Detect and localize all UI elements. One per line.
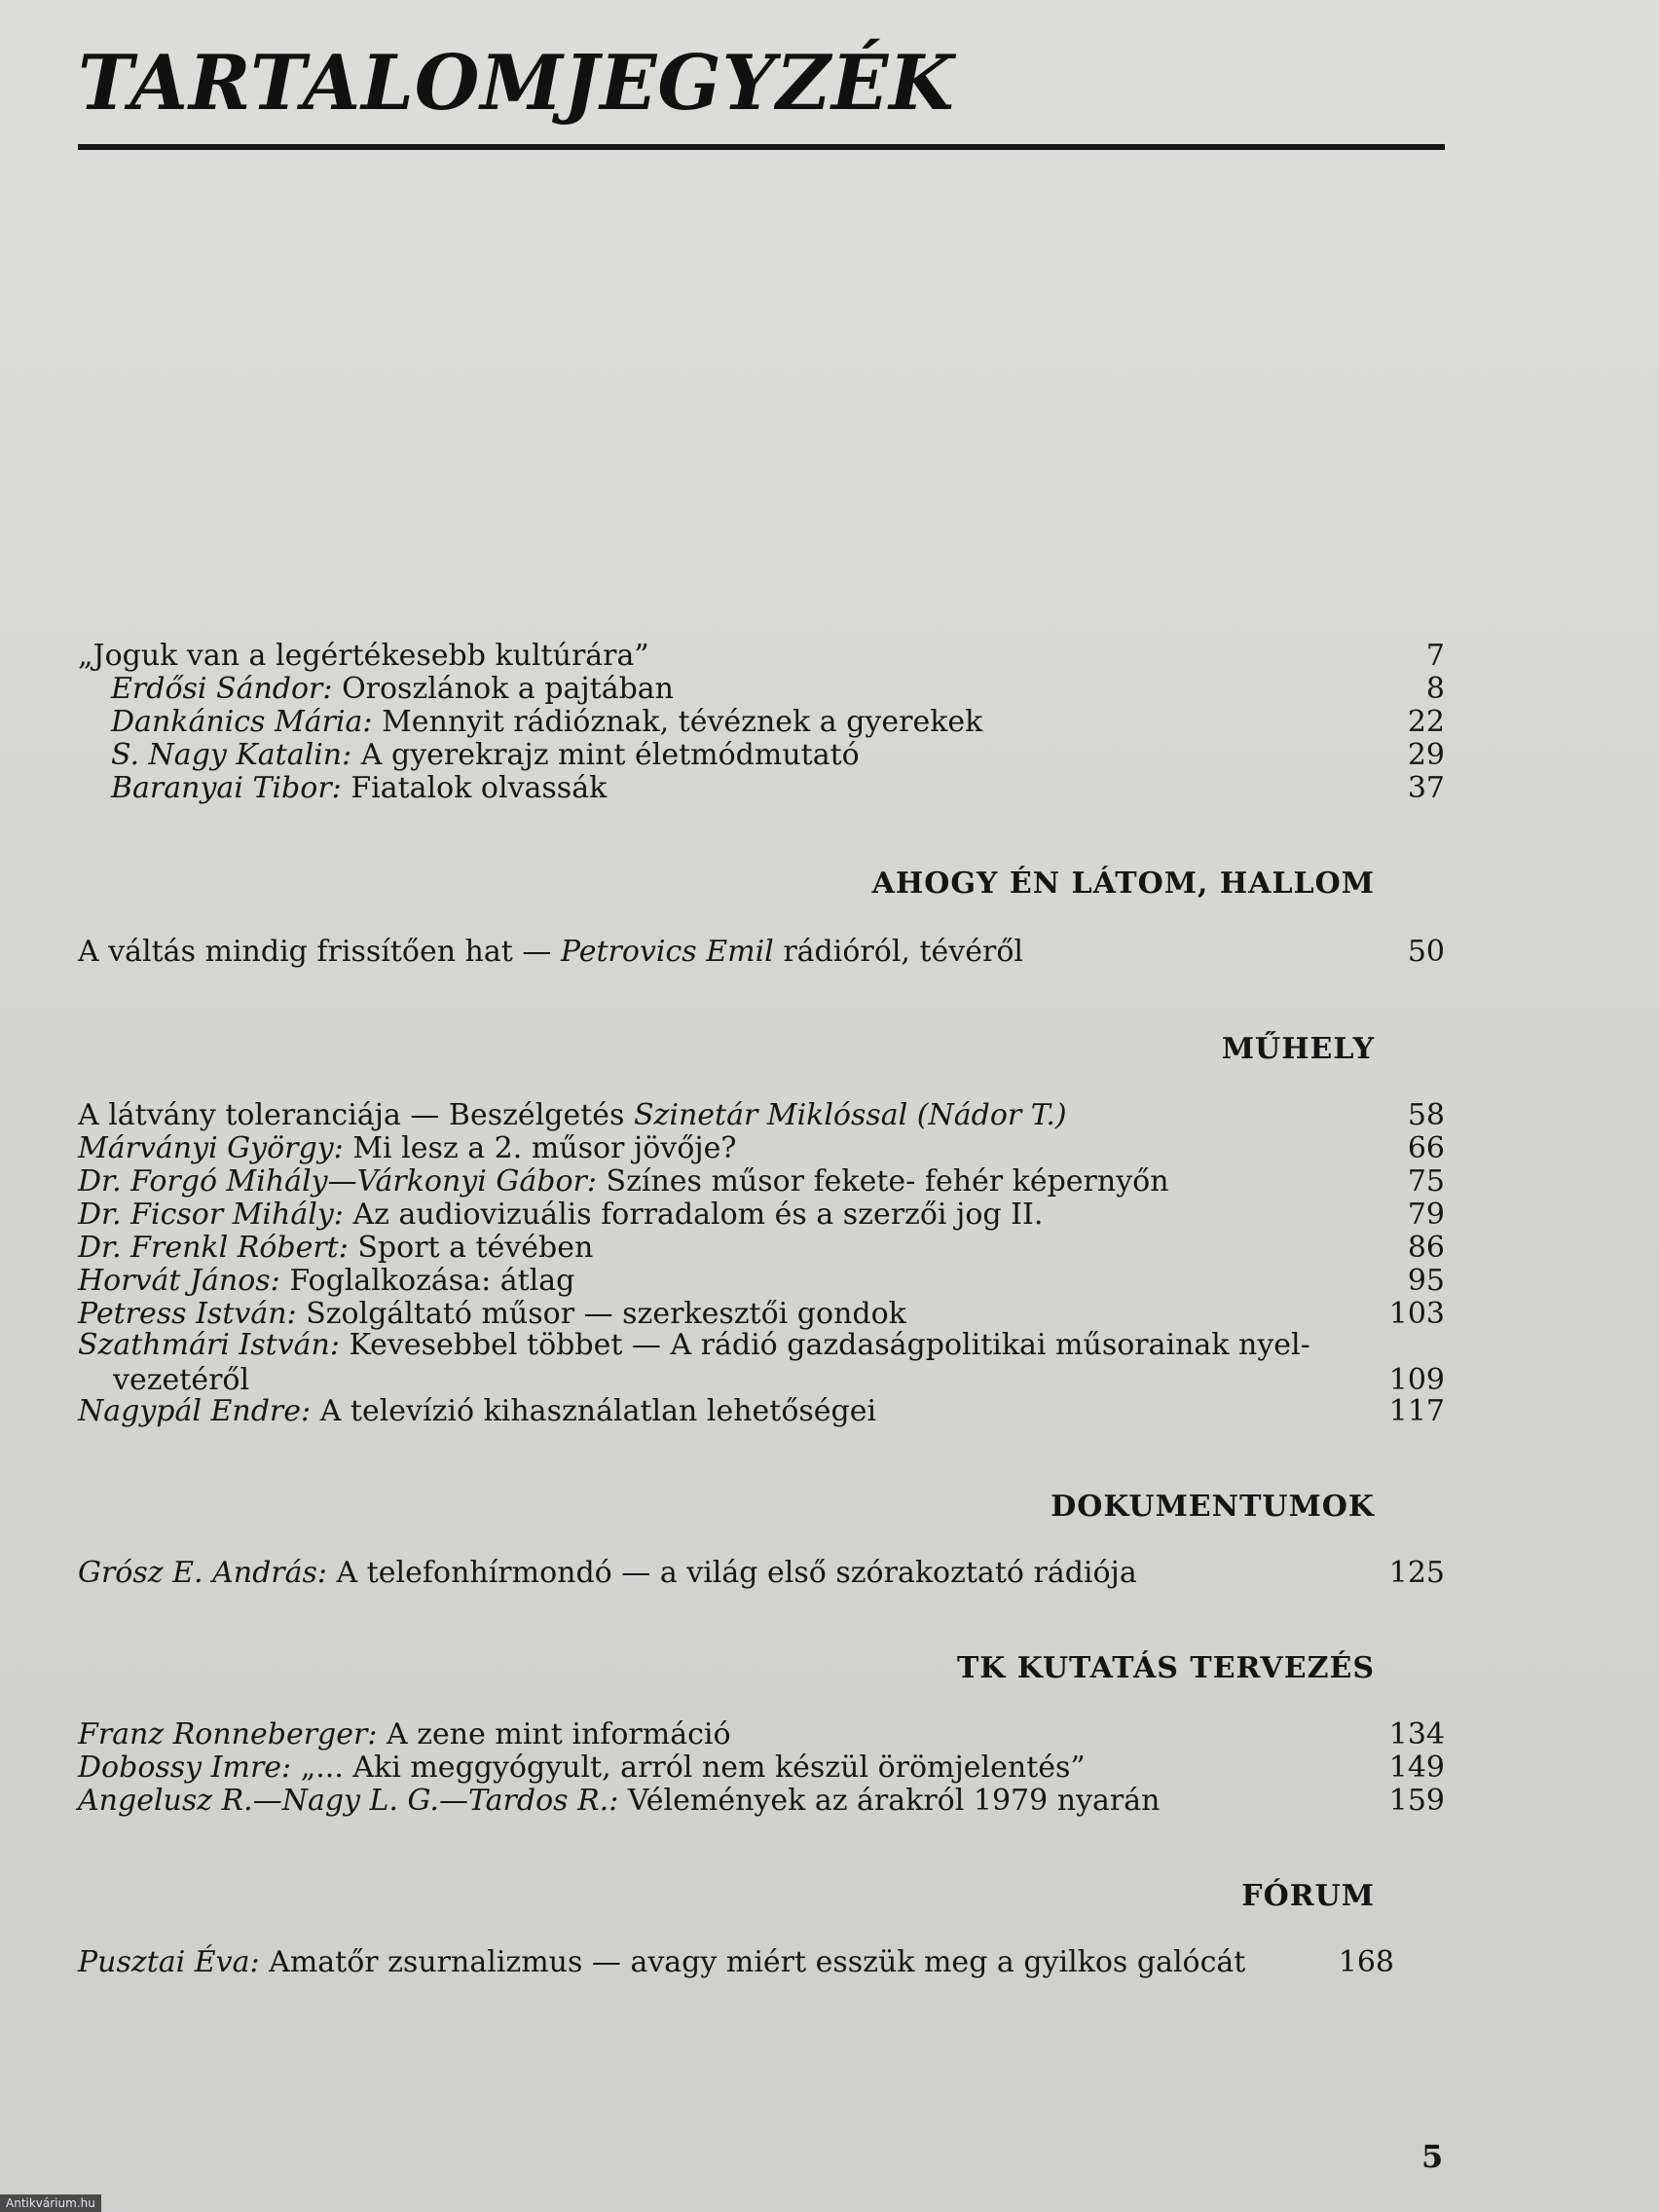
entry-page: 7 [1425,639,1445,673]
entry-author: Pusztai Éva: [78,1945,260,1979]
entry-title: Fiatalok olvassák [350,771,608,805]
entry-author: Petress István: [78,1297,297,1331]
entry-page: 86 [1407,1231,1445,1265]
entry-page: 134 [1388,1717,1445,1751]
entry-author: Dobossy Imre: [78,1751,292,1785]
entry-page: 29 [1407,738,1445,772]
entry-page: 117 [1388,1394,1445,1428]
entry-title-continuation: vezetéről [113,1363,250,1397]
entry-page: 103 [1388,1297,1445,1331]
toc-entry [78,1751,1445,1786]
entry-page: 37 [1407,771,1445,805]
toc-entry [78,1297,1445,1332]
toc-entry [78,639,1445,674]
entry-title: Mennyit rádióznak, tévéznek a gyerekek [382,705,983,739]
entry-author: Dr. Frenkl Róbert: [78,1231,349,1265]
entry-author: Petrovics Emil [560,935,774,969]
entry-title: Mi lesz a 2. műsor jövője? [352,1131,737,1165]
toc-entry [78,1098,1445,1133]
entry-title: Az audiovizuális forradalom és a szerzői jog II. [352,1198,1044,1232]
entry-author: Baranyai Tibor: [111,771,342,805]
toc-entry [78,1131,1445,1166]
section-heading: FÓRUM [1241,1879,1375,1913]
entry-title: A zene mint információ [387,1717,731,1751]
toc-entry [78,1264,1445,1299]
entry-page: 66 [1407,1131,1445,1165]
toc-entry [78,1231,1445,1266]
entry-title: Szolgáltató műsor — szerkesztői gondok [306,1297,906,1331]
entry-title: „... Aki meggyógyult, arról nem készül örömjelentés” [300,1751,1086,1785]
entry-title: A telefonhírmondó — a világ első szórakoztató rádiója [336,1556,1137,1590]
entry-author: Dr. Ficsor Mihály: [78,1198,344,1232]
entry-title: Színes műsor fekete- fehér képernyőn [606,1164,1169,1198]
entry-author: Angelusz R.—Nagy L. G.—Tardos R.: [78,1784,619,1818]
watermark: Antikvárium.hu [0,2194,101,2212]
entry-page: 75 [1407,1164,1445,1198]
toc-entry [78,1394,1445,1429]
entry-title: Oroszlánok a pajtában [342,672,675,706]
entry-author: Erdősi Sándor: [111,672,333,706]
section-heading: TK KUTATÁS TERVEZÉS [956,1651,1375,1685]
entry-title: „Joguk van a legértékesebb kultúrára” [78,639,649,673]
page-title: TARTALOMJEGYZÉK [78,39,955,128]
entry-author: Dankánics Mária: [111,705,373,739]
toc-entry [78,935,1445,970]
toc-entry [111,672,1445,707]
toc-entry [78,1945,1445,1980]
entry-title: Foglalkozása: átlag [289,1264,575,1298]
section-heading: DOKUMENTUMOK [1051,1490,1375,1524]
entry-author: S. Nagy Katalin: [111,738,352,772]
entry-title: Kevesebbel többet — A rádió gazdaságpolitikai műsorainak nyel- [349,1328,1310,1362]
entry-author: Szathmári István: [78,1328,340,1362]
page-number: 5 [1421,2138,1444,2175]
toc-entry [78,1164,1445,1199]
toc-entry [111,738,1445,773]
entry-page: 8 [1425,672,1445,706]
entry-prefix: A váltás mindig frissítően hat — [78,935,552,969]
entry-page: 149 [1388,1751,1445,1785]
entry-title: A gyerekrajz mint életmódmutató [360,738,860,772]
entry-page: 95 [1407,1264,1445,1298]
toc-entry [111,771,1445,806]
entry-author: Nagypál Endre: [78,1394,312,1428]
section-heading: AHOGY ÉN LÁTOM, HALLOM [871,866,1375,901]
entry-prefix: A látvány toleranciája — Beszélgetés [78,1098,625,1132]
entry-author: Franz Ronneberger: [78,1717,378,1751]
toc-entry [78,1328,1445,1398]
entry-page: 125 [1388,1556,1445,1590]
entry-title: A televízió kihasználatlan lehetőségei [319,1394,877,1428]
toc-entry [78,1717,1445,1752]
entry-page: 109 [1388,1363,1445,1397]
toc-entry [78,1784,1445,1819]
entry-page: 50 [1407,935,1445,969]
entry-page: 79 [1407,1198,1445,1232]
entry-author: Szinetár Miklóssal (Nádor T.) [634,1098,1067,1132]
entry-author: Dr. Forgó Mihály—Várkonyi Gábor: [78,1164,597,1198]
title-underline [78,144,1445,150]
entry-title: Vélemények az árakról 1979 nyarán [627,1784,1161,1818]
entry-author: Grósz E. András: [78,1556,327,1590]
toc-entry [111,705,1445,740]
entry-page: 22 [1407,705,1445,739]
entry-page: 58 [1407,1098,1445,1132]
entry-author: Márványi György: [78,1131,344,1165]
entry-page: 159 [1388,1784,1445,1818]
toc-entry [78,1556,1445,1591]
entry-title: Amatőr zsurnalizmus — avagy miért esszük meg a gyilkos galócát [269,1945,1246,1979]
toc-entry [78,1198,1445,1233]
entry-page: 168 [1338,1945,1394,1979]
section-heading: MŰHELY [1221,1032,1375,1066]
entry-author: Horvát János: [78,1264,280,1298]
entry-title: rádióról, tévéről [783,935,1023,969]
entry-title: Sport a tévében [357,1231,594,1265]
